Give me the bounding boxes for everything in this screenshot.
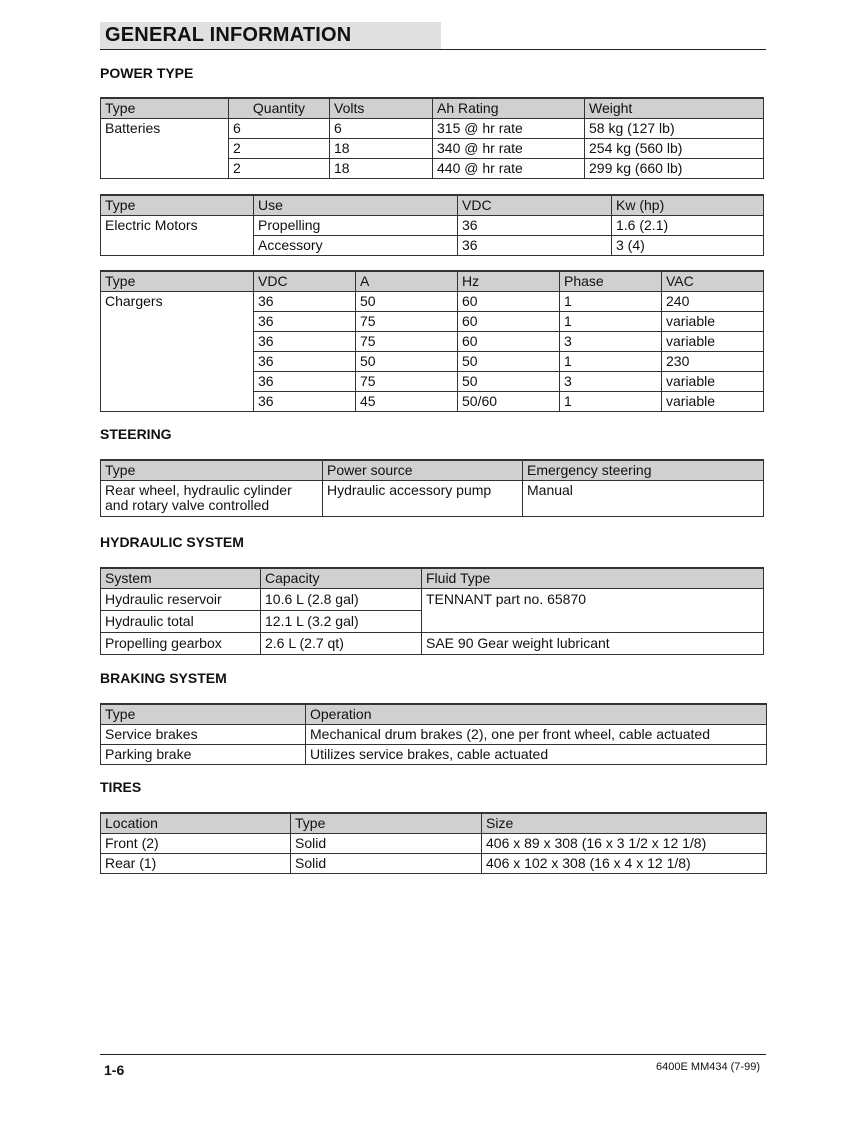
page-title: GENERAL INFORMATION: [105, 24, 352, 46]
table-cell: 1: [560, 312, 662, 332]
table-cell: 60: [458, 332, 560, 352]
table-cell: 406 x 102 x 308 (16 x 4 x 12 1/8): [482, 854, 767, 874]
hydraulic-table: [100, 567, 764, 655]
table-cell: 1.6 (2.1): [612, 216, 764, 236]
table-cell: 18: [330, 159, 433, 179]
table-cell: 3: [560, 372, 662, 392]
section-title-steering: STEERING: [100, 426, 172, 442]
type-cell-empty: [101, 159, 229, 179]
table-cell: 315 @ hr rate: [433, 119, 585, 139]
header-cell: Emergency steering: [523, 460, 764, 481]
table-cell: TENNANT part no. 65870: [422, 589, 764, 633]
table-cell: 3 (4): [612, 236, 764, 256]
tires-table: [100, 812, 767, 874]
table-cell: 406 x 89 x 308 (16 x 3 1/2 x 12 1/8): [482, 834, 767, 854]
table-cell: Mechanical drum brakes (2), one per front wheel, cable actuated: [306, 725, 767, 745]
table-cell: 36: [458, 236, 612, 256]
table-header-row: [101, 568, 764, 589]
table-cell: 36: [254, 332, 356, 352]
table-cell: 254 kg (560 lb): [585, 139, 764, 159]
table-cell: 50: [458, 352, 560, 372]
table-cell: 2: [229, 139, 330, 159]
section-title-hydraulic: HYDRAULIC SYSTEM: [100, 534, 244, 550]
type-cell: Chargers: [101, 292, 254, 312]
table-header-row: [101, 704, 767, 725]
table-header-row: [101, 98, 764, 119]
table-cell: 36: [254, 312, 356, 332]
table-row: [101, 392, 764, 412]
table-row: [101, 372, 764, 392]
table-row: [101, 139, 764, 159]
header-cell: Type: [101, 271, 254, 292]
header-cell: Volts: [330, 98, 433, 119]
type-cell-empty: [101, 332, 254, 352]
table-cell: variable: [662, 332, 764, 352]
table-cell: 36: [254, 392, 356, 412]
document-reference: 6400E MM434 (7-99): [656, 1061, 760, 1073]
table-cell: 2: [229, 159, 330, 179]
table-cell: 440 @ hr rate: [433, 159, 585, 179]
header-cell: Type: [101, 195, 254, 216]
steering-table: [100, 459, 764, 517]
header-cell: Type: [101, 460, 323, 481]
header-cell: VDC: [458, 195, 612, 216]
table-cell: Rear wheel, hydraulic cylinder and rotary valve controlled: [101, 481, 323, 517]
table-row: [101, 236, 764, 256]
table-cell: 50: [356, 352, 458, 372]
table-cell: Manual: [523, 481, 764, 517]
table-cell: 2.6 L (2.7 qt): [261, 633, 422, 655]
table-cell: 1: [560, 292, 662, 312]
header-cell: Kw (hp): [612, 195, 764, 216]
table-row: [101, 332, 764, 352]
header-cell: Quantity: [229, 98, 330, 119]
table-cell: Solid: [291, 854, 482, 874]
table-cell: 60: [458, 292, 560, 312]
table-row: [101, 725, 767, 745]
header-cell: Type: [291, 813, 482, 834]
type-cell-empty: [101, 139, 229, 159]
header-cell: A: [356, 271, 458, 292]
type-cell-empty: [101, 372, 254, 392]
type-cell-empty: [101, 312, 254, 332]
table-cell: 230: [662, 352, 764, 372]
header-cell: Location: [101, 813, 291, 834]
table-cell: 12.1 L (3.2 gal): [261, 611, 422, 633]
braking-table: [100, 703, 767, 765]
table-cell: Utilizes service brakes, cable actuated: [306, 745, 767, 765]
table-cell: 45: [356, 392, 458, 412]
table-row: [101, 834, 767, 854]
table-cell: Front (2): [101, 834, 291, 854]
header-cell: Hz: [458, 271, 560, 292]
table-cell: Service brakes: [101, 725, 306, 745]
type-cell-empty: [101, 392, 254, 412]
motors-table: [100, 194, 764, 256]
table-row: [101, 216, 764, 236]
table-header-row: [101, 195, 764, 216]
table-cell: 3: [560, 332, 662, 352]
table-row: [101, 481, 764, 517]
table-cell: 50: [356, 292, 458, 312]
page-number: 1-6: [104, 1062, 125, 1078]
table-row: [101, 633, 764, 655]
header-cell: Capacity: [261, 568, 422, 589]
header-cell: Phase: [560, 271, 662, 292]
table-cell: 50/60: [458, 392, 560, 412]
table-cell: 75: [356, 332, 458, 352]
table-cell: 36: [458, 216, 612, 236]
page-header: [100, 22, 766, 50]
table-cell: 1: [560, 352, 662, 372]
table-cell: 75: [356, 372, 458, 392]
table-header-row: [101, 813, 767, 834]
table-row: [101, 352, 764, 372]
table-cell: 75: [356, 312, 458, 332]
table-cell: 340 @ hr rate: [433, 139, 585, 159]
table-cell: 58 kg (127 lb): [585, 119, 764, 139]
table-cell: Parking brake: [101, 745, 306, 765]
header-cell: Power source: [323, 460, 523, 481]
table-row: [101, 854, 767, 874]
table-cell: 6: [330, 119, 433, 139]
table-row: [101, 119, 764, 139]
table-cell: 60: [458, 312, 560, 332]
header-cell: Use: [254, 195, 458, 216]
table-row: [101, 292, 764, 312]
table-cell: variable: [662, 372, 764, 392]
table-cell: Propelling: [254, 216, 458, 236]
header-cell: Weight: [585, 98, 764, 119]
type-cell: Electric Motors: [101, 216, 254, 236]
table-cell: 299 kg (660 lb): [585, 159, 764, 179]
header-cell: Operation: [306, 704, 767, 725]
header-cell: VAC: [662, 271, 764, 292]
table-cell: Hydraulic total: [101, 611, 261, 633]
batteries-table: [100, 97, 764, 179]
header-cell: VDC: [254, 271, 356, 292]
table-cell: variable: [662, 392, 764, 412]
table-cell: Propelling gearbox: [101, 633, 261, 655]
table-cell: Rear (1): [101, 854, 291, 874]
table-cell: 10.6 L (2.8 gal): [261, 589, 422, 611]
type-cell: Batteries: [101, 119, 229, 139]
table-cell: Hydraulic accessory pump: [323, 481, 523, 517]
footer-rule: [100, 1054, 766, 1055]
table-cell: 50: [458, 372, 560, 392]
table-cell: 36: [254, 292, 356, 312]
header-cell: Size: [482, 813, 767, 834]
table-cell: 1: [560, 392, 662, 412]
header-cell: Type: [101, 98, 229, 119]
table-cell: SAE 90 Gear weight lubricant: [422, 633, 764, 655]
table-header-row: [101, 460, 764, 481]
table-cell: 240: [662, 292, 764, 312]
table-row: [101, 745, 767, 765]
table-header-row: [101, 271, 764, 292]
header-cell: System: [101, 568, 261, 589]
table-cell: Accessory: [254, 236, 458, 256]
table-cell: 18: [330, 139, 433, 159]
header-cell: Fluid Type: [422, 568, 764, 589]
table-row: [101, 312, 764, 332]
chargers-table: [100, 270, 764, 412]
section-title-braking: BRAKING SYSTEM: [100, 670, 227, 686]
table-cell: variable: [662, 312, 764, 332]
table-row: [101, 589, 764, 611]
table-row: [101, 159, 764, 179]
type-cell-empty: [101, 352, 254, 372]
header-cell: Ah Rating: [433, 98, 585, 119]
section-title-power-type: POWER TYPE: [100, 65, 194, 81]
section-title-tires: TIRES: [100, 779, 142, 795]
table-cell: Hydraulic reservoir: [101, 589, 261, 611]
table-cell: Solid: [291, 834, 482, 854]
table-cell: 6: [229, 119, 330, 139]
table-cell: 36: [254, 372, 356, 392]
table-cell: 36: [254, 352, 356, 372]
type-cell-empty: [101, 236, 254, 256]
header-cell: Type: [101, 704, 306, 725]
